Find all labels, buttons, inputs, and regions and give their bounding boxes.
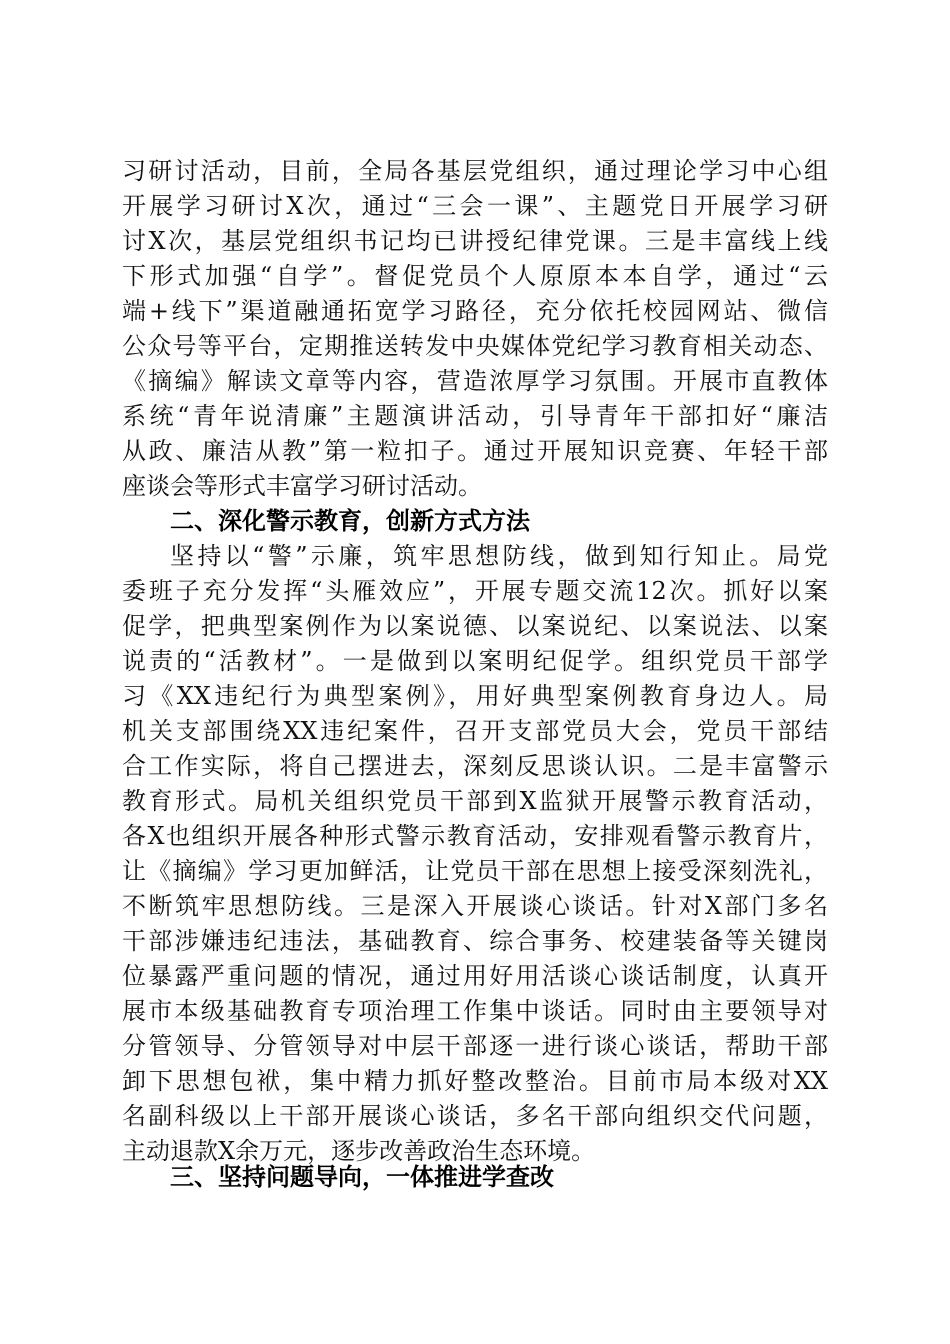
paragraph-line: 各X也组织开展各种形式警示教育活动，安排观看警示教育片，: [122, 822, 828, 850]
paragraph-line: 卸下思想包袱，集中精力抓好整改整治。目前市局本级对XX: [122, 1067, 828, 1095]
paragraph-line: 让《摘编》学习更加鲜活，让党员干部在思想上接受深刻洗礼，: [122, 857, 828, 885]
section-heading: 三、坚持问题导向，一体推进学查改: [170, 1163, 554, 1191]
section-heading: 二、深化警示教育，创新方式方法: [170, 507, 530, 535]
paragraph-line: 系统“青年说清廉”主题演讲活动，引导青年干部扣好“廉洁: [122, 402, 828, 430]
paragraph-line: 促学，把典型案例作为以案说德、以案说纪、以案说法、以案: [122, 612, 828, 640]
paragraph-line: 展市本级基础教育专项治理工作集中谈话。同时由主要领导对: [122, 997, 828, 1025]
paragraph-line: 分管领导、分管领导对中层干部逐一进行谈心谈话，帮助干部: [122, 1032, 828, 1060]
paragraph-line: 主动退款X余万元，逐步改善政治生态环境。: [122, 1137, 596, 1165]
paragraph-line: 公众号等平台，定期推送转发中央媒体党纪学习教育相关动态、: [122, 332, 828, 360]
paragraph-line: 位暴露严重问题的情况，通过用好用活谈心谈话制度，认真开: [122, 962, 828, 990]
paragraph-line: 干部涉嫌违纪违法，基础教育、综合事务、校建装备等关键岗: [122, 927, 828, 955]
paragraph-line: 不断筑牢思想防线。三是深入开展谈心谈话。针对X部门多名: [122, 892, 828, 920]
paragraph-line: 讨X次，基层党组织书记均已讲授纪律党课。三是丰富线上线: [122, 227, 828, 255]
paragraph-line: 合工作实际，将自己摆进去，深刻反思谈认识。二是丰富警示: [122, 752, 828, 780]
paragraph-line: 端+线下”渠道融通拓宽学习路径，充分依托校园网站、微信: [122, 297, 828, 325]
paragraph-line: 习研讨活动，目前，全局各基层党组织，通过理论学习中心组: [122, 157, 828, 185]
paragraph-line: 坚持以“警”示廉，筑牢思想防线，做到知行知止。局党: [170, 542, 828, 570]
paragraph-line: 习《XX违纪行为典型案例》，用好典型案例教育身边人。局: [122, 682, 828, 710]
paragraph-line: 座谈会等形式丰富学习研讨活动。: [122, 472, 482, 500]
paragraph-line: 开展学习研讨X次，通过“三会一课”、主题党日开展学习研: [122, 192, 828, 220]
paragraph-line: 机关支部围绕XX违纪案件，召开支部党员大会，党员干部结: [122, 717, 828, 745]
paragraph-line: 从政、廉洁从教”第一粒扣子。通过开展知识竞赛、年轻干部: [122, 437, 828, 465]
paragraph-line: 下形式加强“自学”。督促党员个人原原本本自学，通过“云: [122, 262, 828, 290]
paragraph-line: 说责的“活教材”。一是做到以案明纪促学。组织党员干部学: [122, 647, 828, 675]
paragraph-line: 《摘编》解读文章等内容，营造浓厚学习氛围。开展市直教体: [122, 367, 828, 395]
paragraph-line: 教育形式。局机关组织党员干部到X监狱开展警示教育活动，: [122, 787, 828, 815]
paragraph-line: 委班子充分发挥“头雁效应”，开展专题交流12次。抓好以案: [122, 577, 828, 605]
paragraph-line: 名副科级以上干部开展谈心谈话，多名干部向组织交代问题，: [122, 1102, 828, 1130]
